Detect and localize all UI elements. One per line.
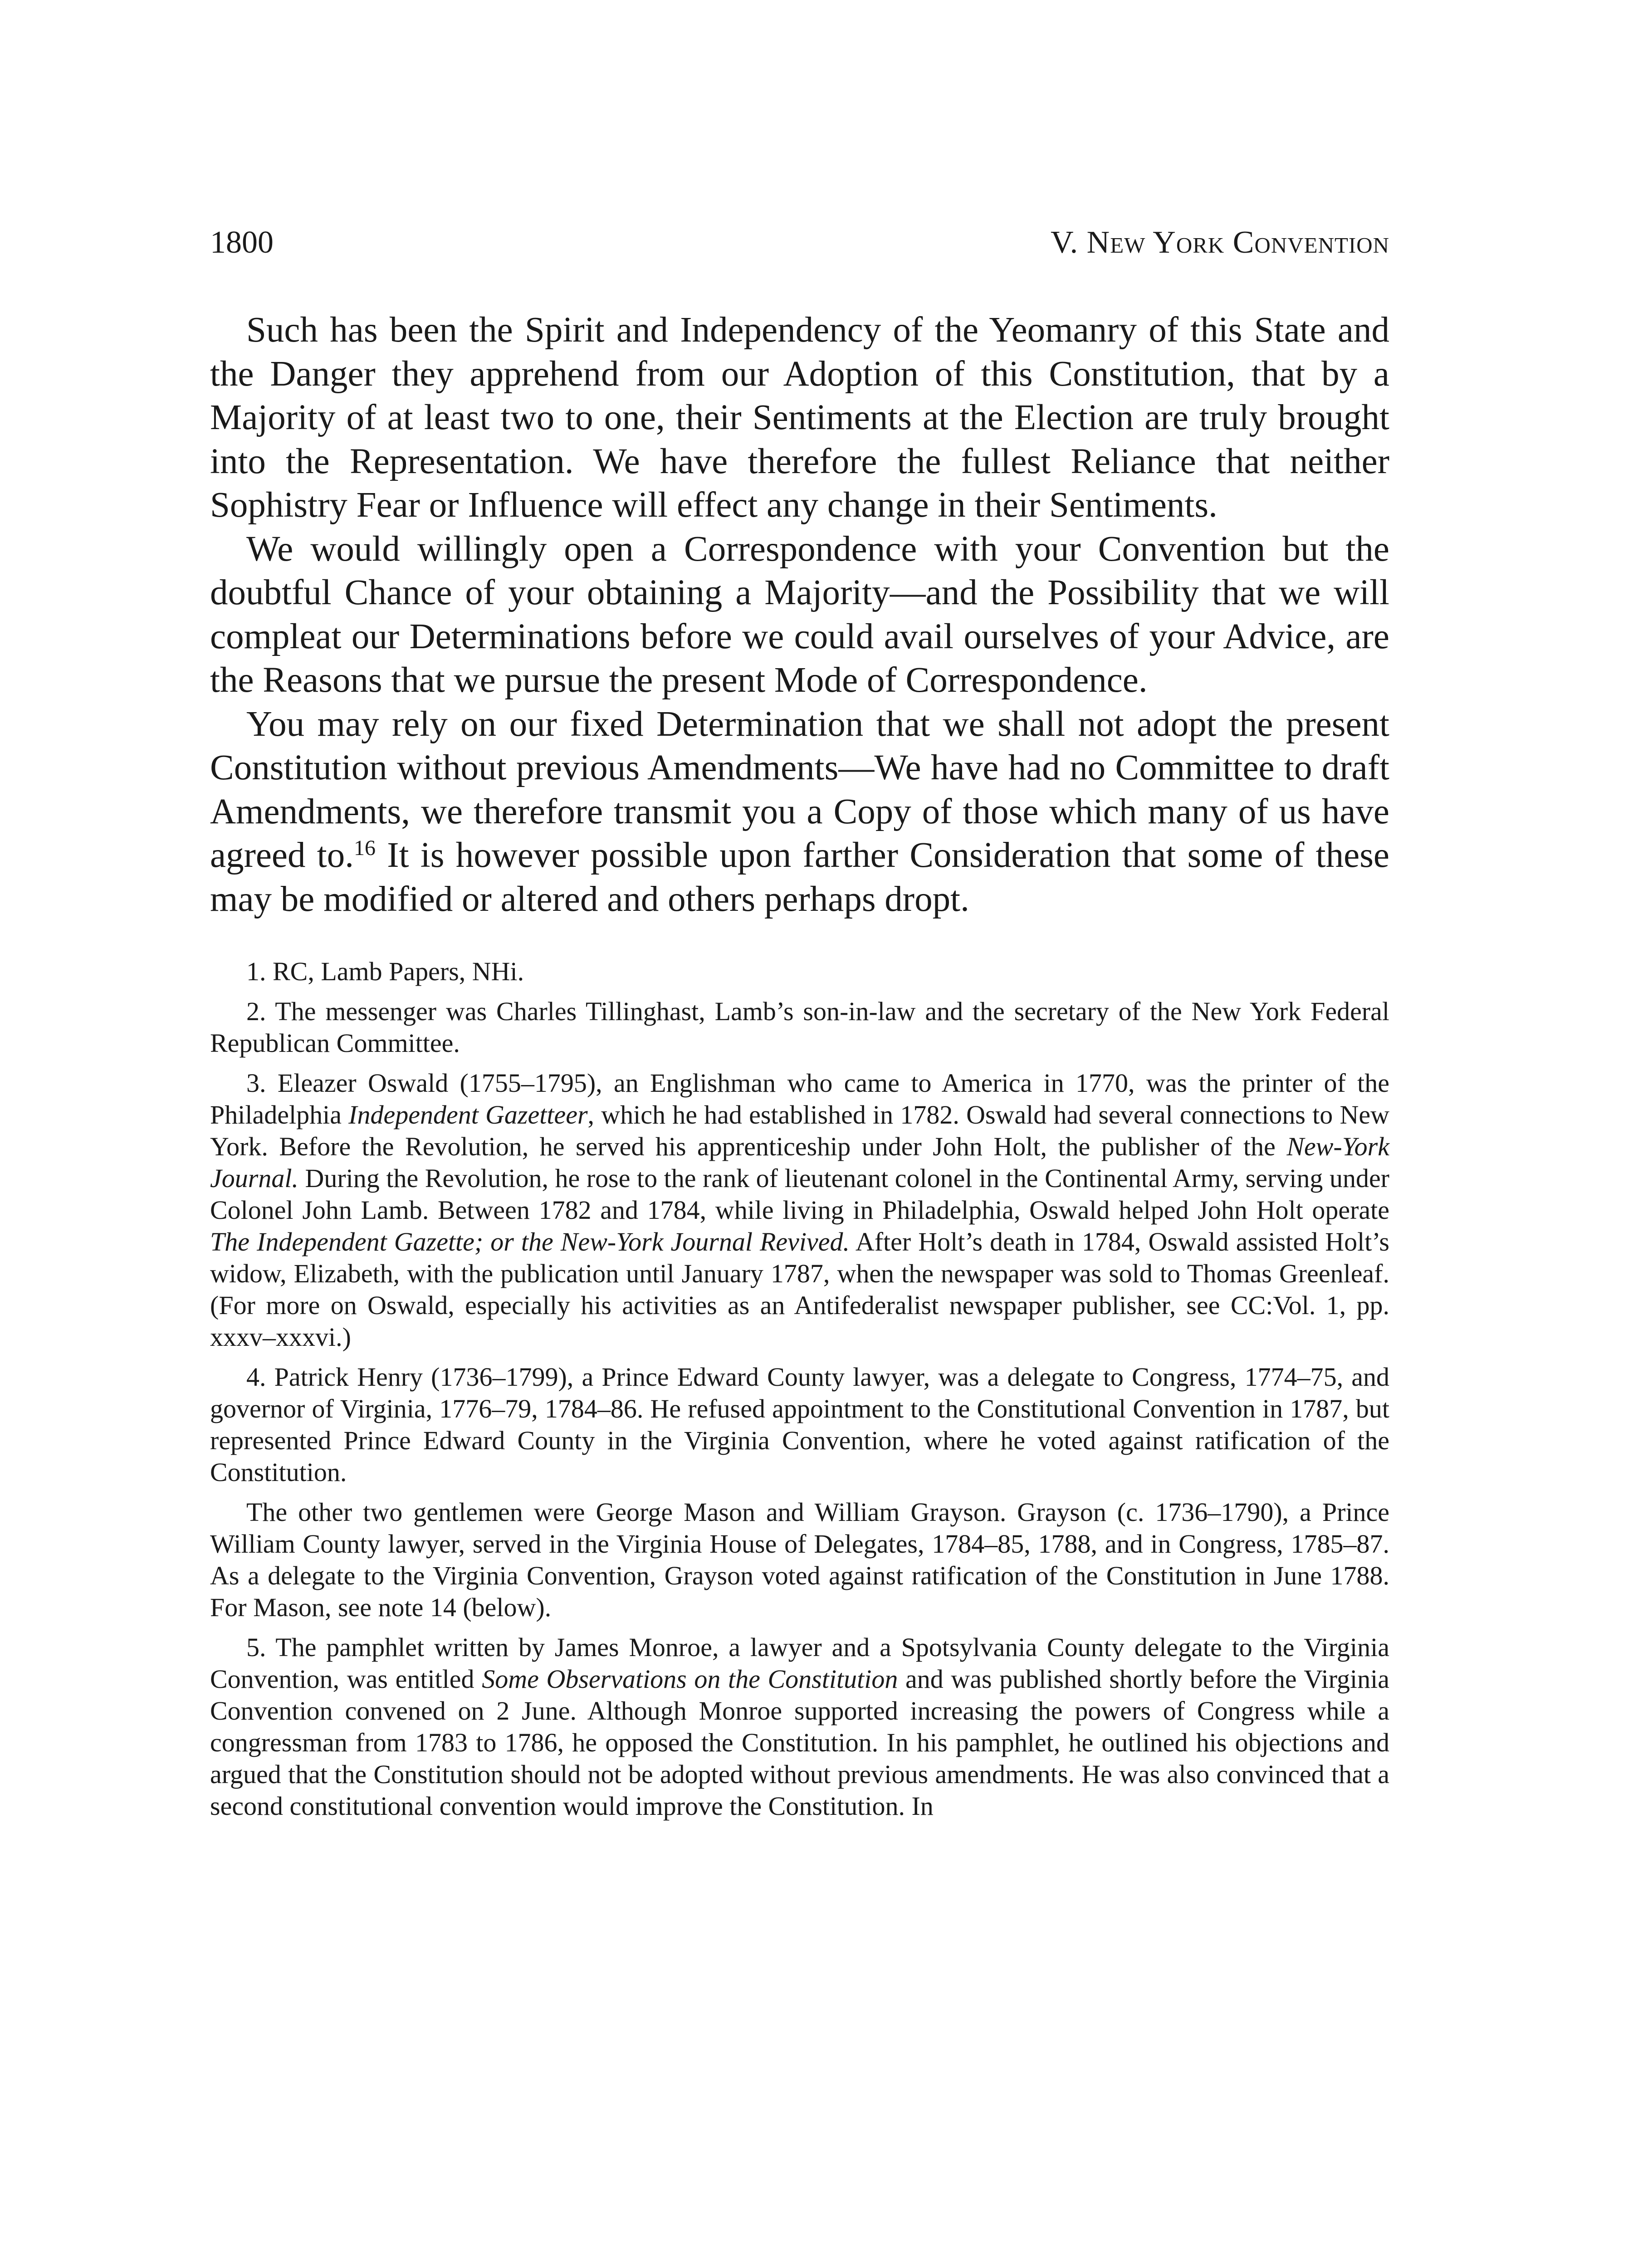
footnote-3-title-2: New-York Journal. [210, 1132, 1389, 1193]
footnote-3-title-1: Independent Gazetteer [348, 1100, 588, 1129]
footnote-4: 4. Patrick Henry (1736–1799), a Prince Edward County lawyer, was a delegate to Congress, 1774–75, and governor of Virginia, 1776–79, 1784–86. He refused appointment to the Constitutional Convention in 1787, but represented Prince Edward County in the Virginia Convention, where he voted against ratification of the Constitution. [210, 1362, 1389, 1487]
footnote-reference-16: 16 [353, 836, 376, 860]
letter-paragraph-3 [210, 703, 1389, 922]
letter-paragraph-2: We would willingly open a Correspondence with your Convention but the doubtful Chance of your obtaining a Majority—and the Possibility that we will compleat our Determinations before we could avail ourselves of your Advice, are the Reasons that we pursue the present Mode of Correspondence. [210, 529, 1389, 700]
footnote-2: 2. The messenger was Charles Tillinghast, Lamb’s son-in-law and the secretary of the New York Federal Republican Committee. [210, 997, 1389, 1058]
footnote-3-text-d: After Holt’s death in 1784, Oswald assisted Holt’s widow, Elizabeth, with the publication until January 1787, when the newspaper was sold to Thomas Greenleaf. (For more on Oswald, especially his activities as an Antifederalist newspaper publisher, see CC:Vol. 1, pp. xxxv–xxxvi.) [210, 1227, 1389, 1352]
footnote-3-text-c: During the Revolution, he rose to the rank of lieutenant colonel in the Continental Army, serving under Colonel John Lamb. Between 1782 and 1784, while living in Philadelphia, Oswald helped John Holt operate [210, 1163, 1389, 1225]
footnote-5-text-a: 5. The pamphlet written by James Monroe, a lawyer and a Spotsylvania County delegate to the Virginia Convention, was entitled [210, 1633, 1389, 1694]
footnote-5-text-b: and was published shortly before the Virginia Convention convened on 2 June. Although Monroe supported increasing the powers of Congress while a congressman from 1783 to 1786, he opposed the Constitution. In his pamphlet, he outlined his objections and argued that the Constitution should not be adopted without previous amendments. He was also convinced that a second constitutional convention would improve the Constitution. In [210, 1664, 1389, 1821]
footnote-1: 1. RC, Lamb Papers, NHi. [246, 957, 524, 986]
footnote-4-continued: The other two gentlemen were George Mason and William Grayson. Grayson (c. 1736–1790), a Prince William County lawyer, served in the Virginia House of Delegates, 1784–85, 1788, and in Congress, 1785–87. As a delegate to the Virginia Convention, Grayson voted against ratification of the Constitution in June 1788. For Mason, see note 14 (below). [210, 1497, 1389, 1622]
footnote-3-text-b: , which he had established in 1782. Oswald had several connections to New York. Before the Revolution, he served his apprenticeship under John Holt, the publisher of the [210, 1100, 1389, 1161]
footnotes [210, 956, 1389, 1822]
footnote-3-title-3: The Independent Gazette; or the New-York Journal Revived. [210, 1227, 850, 1256]
running-head [210, 222, 1389, 263]
letter-paragraph-3-text-a: You may rely on our fixed Determination that we shall not adopt the present Constitution without previous Amendments—We have had no Committee to draft Amendments, we therefore transmit you a Copy of those which many of us have agreed to. [210, 704, 1389, 875]
running-title: V. New York Convention [1051, 225, 1389, 260]
footnote-3-text-a: 3. Eleazer Oswald (1755–1795), an Englishman who came to America in 1770, was the printer of the Philadelphia [210, 1068, 1389, 1129]
letter-text [210, 308, 1389, 921]
letter-paragraph-1: Such has been the Spirit and Independency of the Yeomanry of this State and the Danger they apprehend from our Adoption of this Constitution, that by a Majority of at least two to one, their Sentiments at the Election are truly brought into the Representation. We have therefore the fullest Reliance that neither Sophistry Fear or Influence will effect any change in their Sentiments. [210, 310, 1389, 525]
footnote-5-title-1: Some Observations on the Constitution [482, 1664, 898, 1694]
document-page [210, 222, 1389, 1830]
page-number: 1800 [210, 225, 274, 260]
letter-paragraph-3-text-b: It is however possible upon farther Consideration that some of these may be modified or altered and others perhaps dropt. [210, 836, 1389, 919]
footnote-3 [210, 1067, 1389, 1353]
footnote-5 [210, 1632, 1389, 1822]
